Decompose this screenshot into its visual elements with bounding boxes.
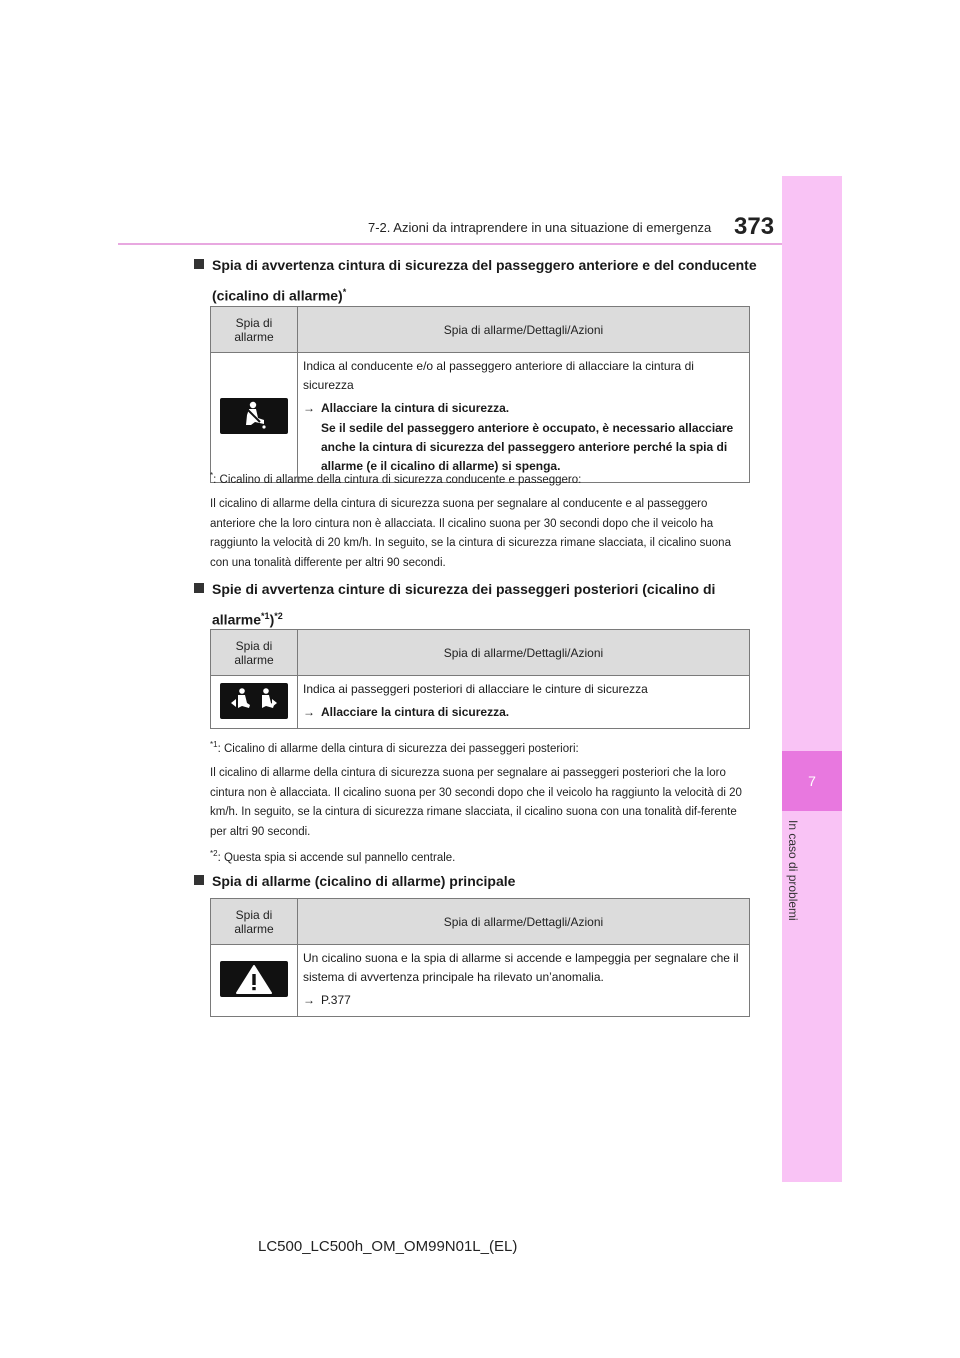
table-row xyxy=(211,945,298,1017)
section3-heading xyxy=(212,870,515,893)
section2-action xyxy=(303,703,745,722)
section2-table xyxy=(210,629,750,729)
bullet-square-icon xyxy=(194,583,204,593)
bullet-square-icon xyxy=(194,259,204,269)
section3-heading-text: Spia di allarme (cicalino di allarme) principale xyxy=(212,873,516,889)
manual-code: LC500_LC500h_OM_OM99N01L_(EL) xyxy=(258,1238,518,1255)
section2-action-line1: Allacciare la cintura di sicurezza. xyxy=(321,705,510,719)
section1-heading-line1: Spia di avvertenza cintura di sicurezza del passeggero anteriore e del conducente xyxy=(212,257,757,273)
table-header-col2: Spia di allarme/Dettagli/Azioni xyxy=(298,630,750,676)
section1-detail-cell xyxy=(298,353,750,483)
arrow-right-icon: → xyxy=(303,705,315,719)
arrow-right-icon: → xyxy=(303,401,315,415)
section1-paragraph: Il cicalino di allarme della cintura di sicurezza suona per segnalare al conducente e al passeggero anteriore che la loro cintura non è allacciata. Il cicalino suona per 30 secondi dopo che il veicolo ha raggiunto la velocità di 20 km/h. In seguito, se la cintura di sicurezza rimane slacciata, il cicalino suona con una tonalità differente per altri 90 secondi. xyxy=(210,498,731,569)
table-header-col2: Spia di allarme/Dettagli/Azioni xyxy=(298,307,750,353)
section-title: 7-2. Azioni da intraprendere in una situazione di emergenza xyxy=(368,220,712,235)
section2-detail: Indica ai passeggeri posteriori di allacciare le cinture di sicurezza xyxy=(303,682,648,696)
table-row xyxy=(211,353,298,483)
section2-heading: Spie di avvertenza cinture di sicurezza dei passeggeri posteriori (cicalino di allarme$^{*1}$)$^{*2}$ xyxy=(212,578,715,632)
rear-seatbelt-warning-icon xyxy=(220,683,288,719)
front-seatbelt-warning-icon xyxy=(220,398,288,434)
arrow-right-icon: → xyxy=(303,993,315,1007)
section3-detail: Un cicalino suona e la spia di allarme si accende e lampeggia per segnalare che il sistema di avvertenza principale ha rilevato un’anomalia. xyxy=(303,951,739,984)
chapter-side-bar xyxy=(782,176,842,1182)
section3-action xyxy=(303,991,745,1010)
section1-table xyxy=(210,306,750,483)
section1-heading-sup: * xyxy=(342,287,347,297)
section1-heading-line2: (cicalino di allarme) xyxy=(212,287,343,304)
page-reference-link[interactable]: P.377 xyxy=(321,993,351,1007)
section2-footnote1: $^{*1}$: Cicalino di allarme della cintura di sicurezza dei passeggeri posteriori: xyxy=(210,740,579,755)
section1-action-line2: Se il sedile del passeggero anteriore è occupato, è necessario allacciare anche la cintura di sicurezza del passeggero anteriore perché la spia di allarme (e il cicalino di allarme) si spenga. xyxy=(321,421,734,473)
table-header-col1: Spia di allarme xyxy=(211,307,298,353)
section2-paragraph: Il cicalino di allarme della cintura di sicurezza suona per segnalare ai passeggeri posteriori che la loro cintura non è allacciata. Il cicalino suona per 30 secondi dopo che il veicolo ha raggiunto la velocità di 20 km/h. In seguito, se la cintura di sicurezza rimane slacciata, il cicalino suona con una tonalità dif-ferente per altri 90 secondi. xyxy=(210,767,742,838)
section1-action-line1: Allacciare la cintura di sicurezza. xyxy=(321,401,510,415)
table-header-col1: Spia di allarme xyxy=(211,899,298,945)
section2-heading-line1: Spie di avvertenza cinture di sicurezza dei passeggeri posteriori (cicalino di xyxy=(212,581,716,597)
table-row xyxy=(211,676,298,729)
section3-table xyxy=(210,898,750,1017)
section1-heading xyxy=(212,254,757,308)
table-header-col1: Spia di allarme xyxy=(211,630,298,676)
section1-footnote: *: Cicalino di allarme della cintura di sicurezza conducente e passeggero: xyxy=(210,471,582,486)
bullet-square-icon xyxy=(194,875,204,885)
chapter-label xyxy=(786,820,802,940)
section3-detail-cell xyxy=(298,945,750,1017)
chapter-tab[interactable] xyxy=(782,751,842,811)
section2-footnote2: $^{*2}$: Questa spia si accende sul pannello centrale. xyxy=(210,849,456,864)
section2-detail-cell xyxy=(298,676,750,729)
section1-detail: Indica al conducente e/o al passeggero anteriore di allacciare la cintura di sicurezza xyxy=(303,359,694,392)
section1-action xyxy=(303,399,745,476)
header-divider xyxy=(118,243,782,245)
page-number: 373 xyxy=(734,213,775,240)
master-warning-icon xyxy=(220,961,288,997)
table-header-col2: Spia di allarme/Dettagli/Azioni xyxy=(298,899,750,945)
chapter-number: 7 xyxy=(808,773,816,789)
chapter-label-text: In caso di problemi xyxy=(786,820,800,921)
